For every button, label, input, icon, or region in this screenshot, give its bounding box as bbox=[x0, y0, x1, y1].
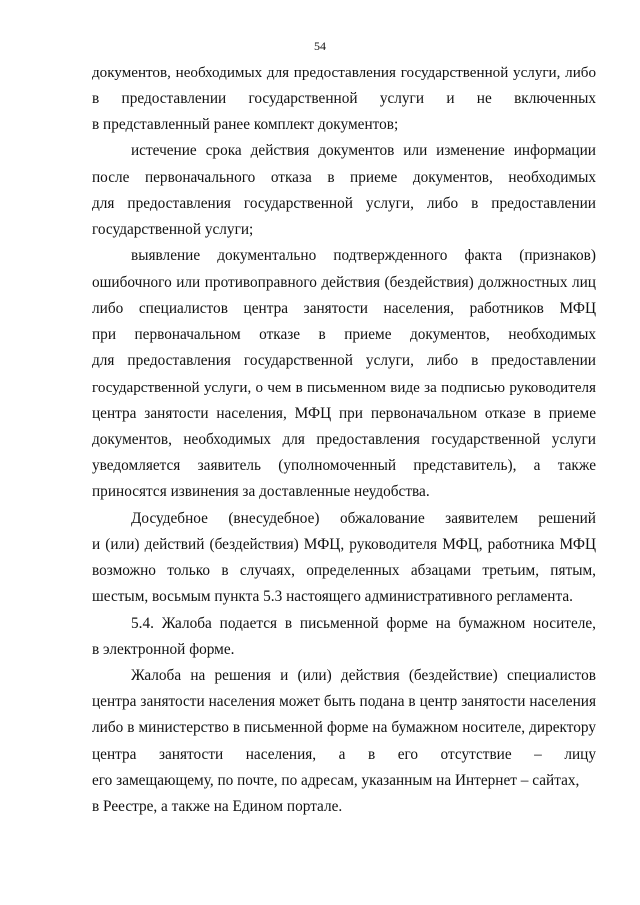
text-line: либо в министерство в письменной форме на бумажном носителе, директору bbox=[92, 719, 596, 736]
text-line: и (или) действий (бездействия) МФЦ, руководителя МФЦ, работника МФЦ bbox=[92, 536, 596, 553]
text-line: приносятся извинения за доставленные неудобства. bbox=[92, 483, 430, 500]
text-line: для предоставления государственной услуги, либо в предоставлении bbox=[92, 195, 596, 212]
text-line: выявление документально подтвержденного факта (признаков) bbox=[131, 247, 596, 264]
text-line: после первоначального отказа в приеме документов, необходимых bbox=[92, 169, 596, 186]
text-line: в электронной форме. bbox=[92, 641, 235, 658]
text-line: для предоставления государственной услуги, либо в предоставлении bbox=[92, 352, 596, 369]
page-number: 54 bbox=[314, 39, 326, 53]
text-line: центра занятости населения может быть подана в центр занятости населения bbox=[92, 693, 596, 710]
text-line: возможно только в случаях, определенных абзацами третьим, пятым, bbox=[92, 562, 596, 579]
text-line: Жалоба на решения и (или) действия (бездействие) специалистов bbox=[131, 667, 596, 684]
text-line: в Реестре, а также на Едином портале. bbox=[92, 798, 343, 815]
text-line: шестым, восьмым пункта 5.3 настоящего административного регламента. bbox=[92, 588, 573, 605]
text-line: его замещающему, по почте, по адресам, указанным на Интернет – сайтах, bbox=[92, 772, 580, 789]
text-line: уведомляется заявитель (уполномоченный представитель), а также bbox=[92, 457, 596, 474]
text-line: документов, необходимых для предоставления государственной услуги bbox=[92, 431, 596, 448]
text-line: центра занятости населения, МФЦ при первоначальном отказе в приеме bbox=[92, 405, 596, 422]
text-line: государственной услуги; bbox=[92, 221, 254, 238]
text-line: либо специалистов центра занятости населения, работников МФЦ bbox=[92, 300, 596, 317]
text-line: при первоначальном отказе в приеме документов, необходимых bbox=[92, 326, 596, 343]
text-line: истечение срока действия документов или изменение информации bbox=[131, 142, 596, 159]
text-line: 5.4. Жалоба подается в письменной форме на бумажном носителе, bbox=[131, 615, 596, 632]
text-line: государственной услуги, о чем в письменном виде за подписью руководителя bbox=[92, 380, 596, 396]
text-line: центра занятости населения, а в его отсутствие – лицу bbox=[92, 746, 596, 763]
text-line: Досудебное (внесудебное) обжалование заявителем решений bbox=[131, 510, 596, 527]
text-line: документов, необходимых для предоставления государственной услуги, либо bbox=[92, 65, 596, 81]
text-line: ошибочного или противоправного действия (бездействия) должностных лиц bbox=[92, 274, 596, 291]
text-line: в предоставлении государственной услуги и не включенных bbox=[92, 90, 596, 107]
text-line: в представленный ранее комплект документов; bbox=[92, 116, 399, 133]
